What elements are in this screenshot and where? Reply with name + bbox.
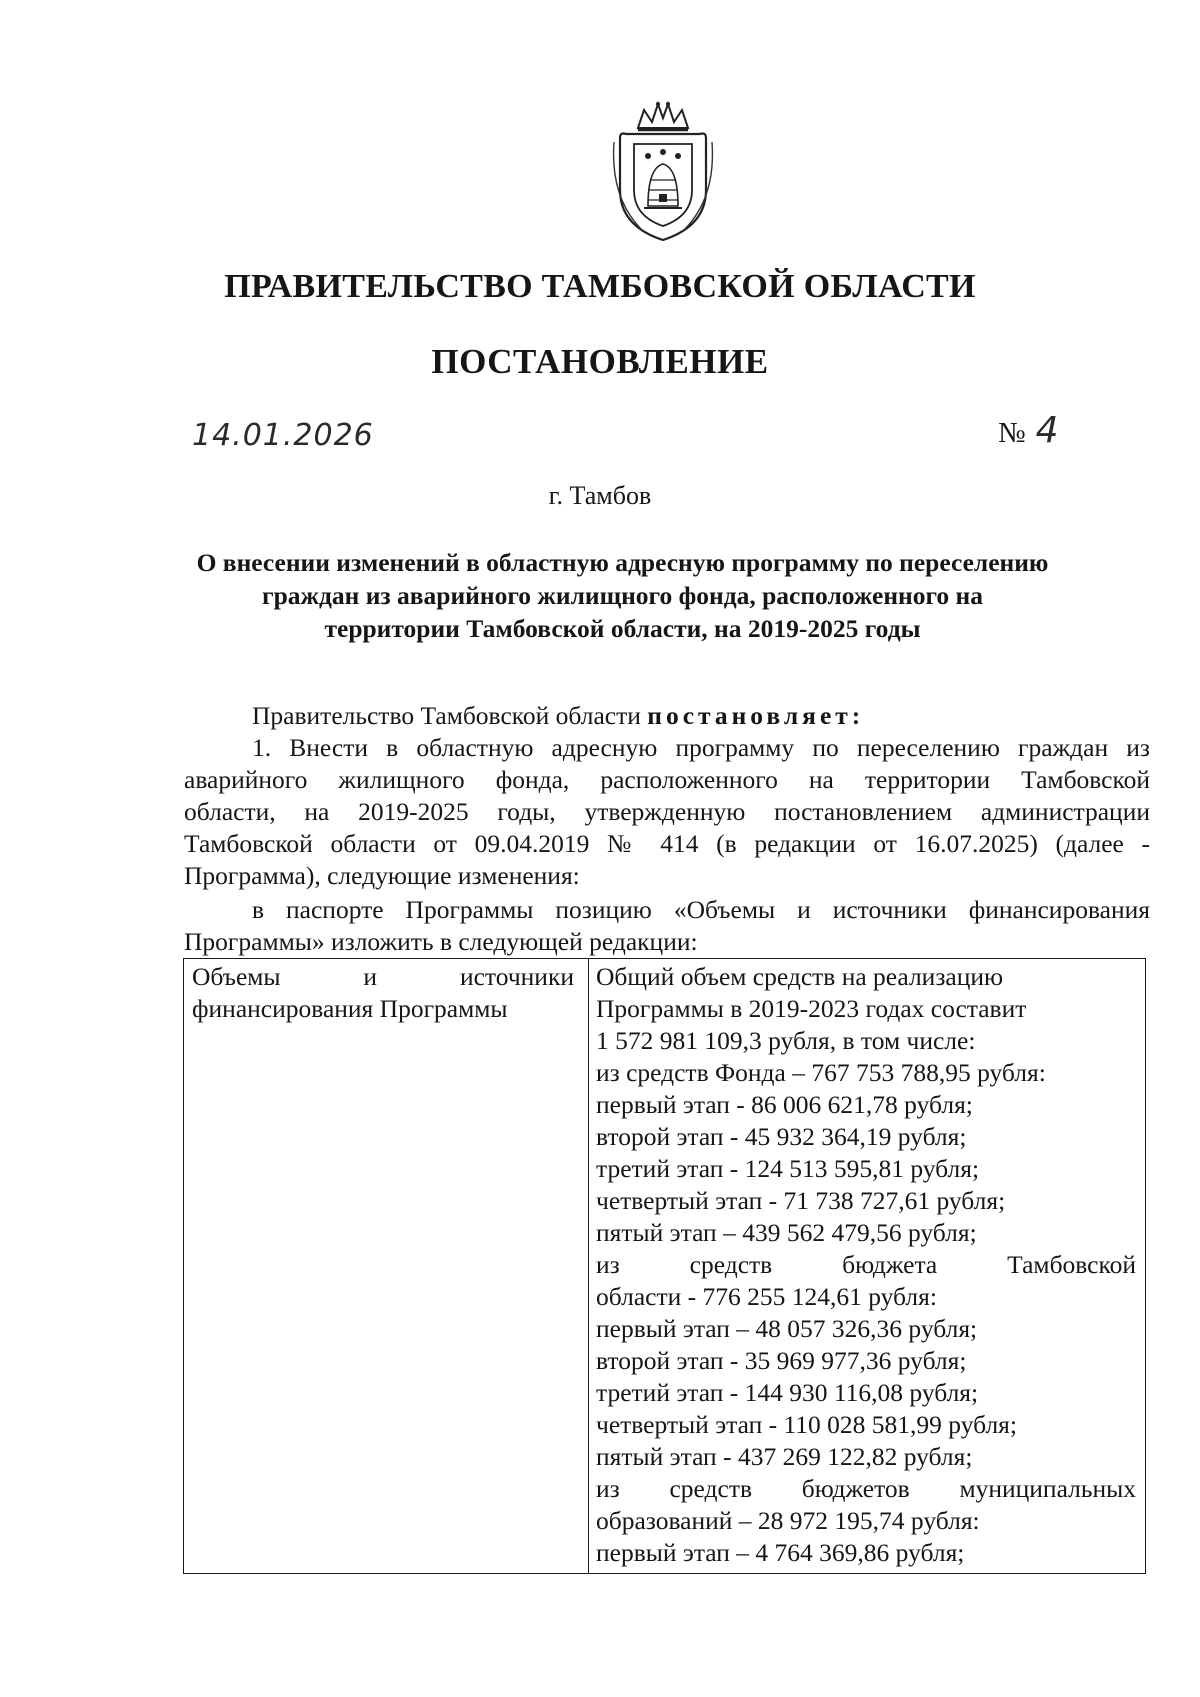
- document-subject: [150, 546, 1095, 645]
- value-line: второй этап - 45 932 364,19 рубля;: [596, 1122, 967, 1151]
- coat-of-arms-icon: [608, 98, 718, 246]
- value-line: из средств бюджетов муниципальных: [596, 1474, 1136, 1503]
- passport-line: Программы» изложить в следующей редакции:: [184, 927, 698, 956]
- item1-line: 1. Внести в областную адресную программу по переселению граждан из: [252, 733, 1150, 762]
- document-number: [998, 410, 1059, 451]
- item1-line: аварийного жилищного фонда, расположенного на территории Тамбовской: [184, 765, 1150, 794]
- table-cell-label: [192, 961, 574, 1025]
- financing-table: [183, 958, 1146, 1574]
- value-line: первый этап – 4 764 369,86 рубля;: [596, 1538, 965, 1567]
- city: г. Тамбов: [548, 481, 652, 510]
- passport-line: в паспорте Программы позицию «Объемы и источники финансирования: [252, 895, 1150, 924]
- subject-line: граждан из аварийного жилищного фонда, расположенного на: [262, 581, 983, 610]
- value-line: Программы в 2019-2023 годах составит: [596, 994, 1027, 1023]
- value-line: пятый этап – 439 562 479,56 рубля;: [596, 1218, 977, 1247]
- item1-line: области, на 2019-2025 годы, утвержденную постановлением администрации: [184, 797, 1150, 826]
- value-line: четвертый этап - 110 028 581,99 рубля;: [596, 1410, 1017, 1439]
- label-line: финансирования Программы: [192, 994, 508, 1023]
- value-line: пятый этап - 437 269 122,82 рубля;: [596, 1442, 973, 1471]
- value-line: четвертый этап - 71 738 727,61 рубля;: [596, 1186, 1006, 1215]
- value-line: из средств бюджета Тамбовской: [596, 1250, 1136, 1279]
- subject-line: территории Тамбовской области, на 2019-2025 годы: [324, 614, 921, 643]
- document-type: ПОСТАНОВЛЕНИЕ: [431, 342, 769, 381]
- intro-paragraph: [252, 700, 864, 732]
- number-value: 4: [1035, 410, 1059, 451]
- label-line: Объемы и источники: [192, 962, 574, 991]
- item1-line: Тамбовской области от 09.04.2019 № 414 (в редакции от 16.07.2025) (далее -: [184, 829, 1150, 858]
- value-line: первый этап – 48 057 326,36 рубля;: [596, 1314, 978, 1343]
- value-line: Общий объем средств на реализацию: [596, 962, 1004, 991]
- intro-emphasis: постановляет:: [647, 701, 865, 730]
- value-line: области - 776 255 124,61 рубля:: [596, 1282, 937, 1311]
- table-divider: [588, 959, 589, 1573]
- intro-prefix: Правительство Тамбовской области: [252, 701, 641, 730]
- value-line: образований – 28 972 195,74 рубля:: [596, 1506, 980, 1535]
- value-line: третий этап - 124 513 595,81 рубля;: [596, 1154, 980, 1183]
- document-date: 14.01.2026: [192, 418, 374, 453]
- value-line: третий этап - 144 930 116,08 рубля;: [596, 1378, 979, 1407]
- item1-line: Программа), следующие изменения:: [184, 861, 580, 890]
- table-cell-value: [596, 961, 1136, 1569]
- subject-line: О внесении изменений в областную адресную программу по переселению: [196, 548, 1049, 577]
- value-line: из средств Фонда – 767 753 788,95 рубля:: [596, 1058, 1046, 1087]
- value-line: 1 572 981 109,3 рубля, в том числе:: [596, 1026, 976, 1055]
- value-line: первый этап - 86 006 621,78 рубля;: [596, 1090, 973, 1119]
- value-line: второй этап - 35 969 977,36 рубля;: [596, 1346, 967, 1375]
- number-label: №: [998, 417, 1026, 449]
- government-title: ПРАВИТЕЛЬСТВО ТАМБОВСКОЙ ОБЛАСТИ: [224, 268, 976, 305]
